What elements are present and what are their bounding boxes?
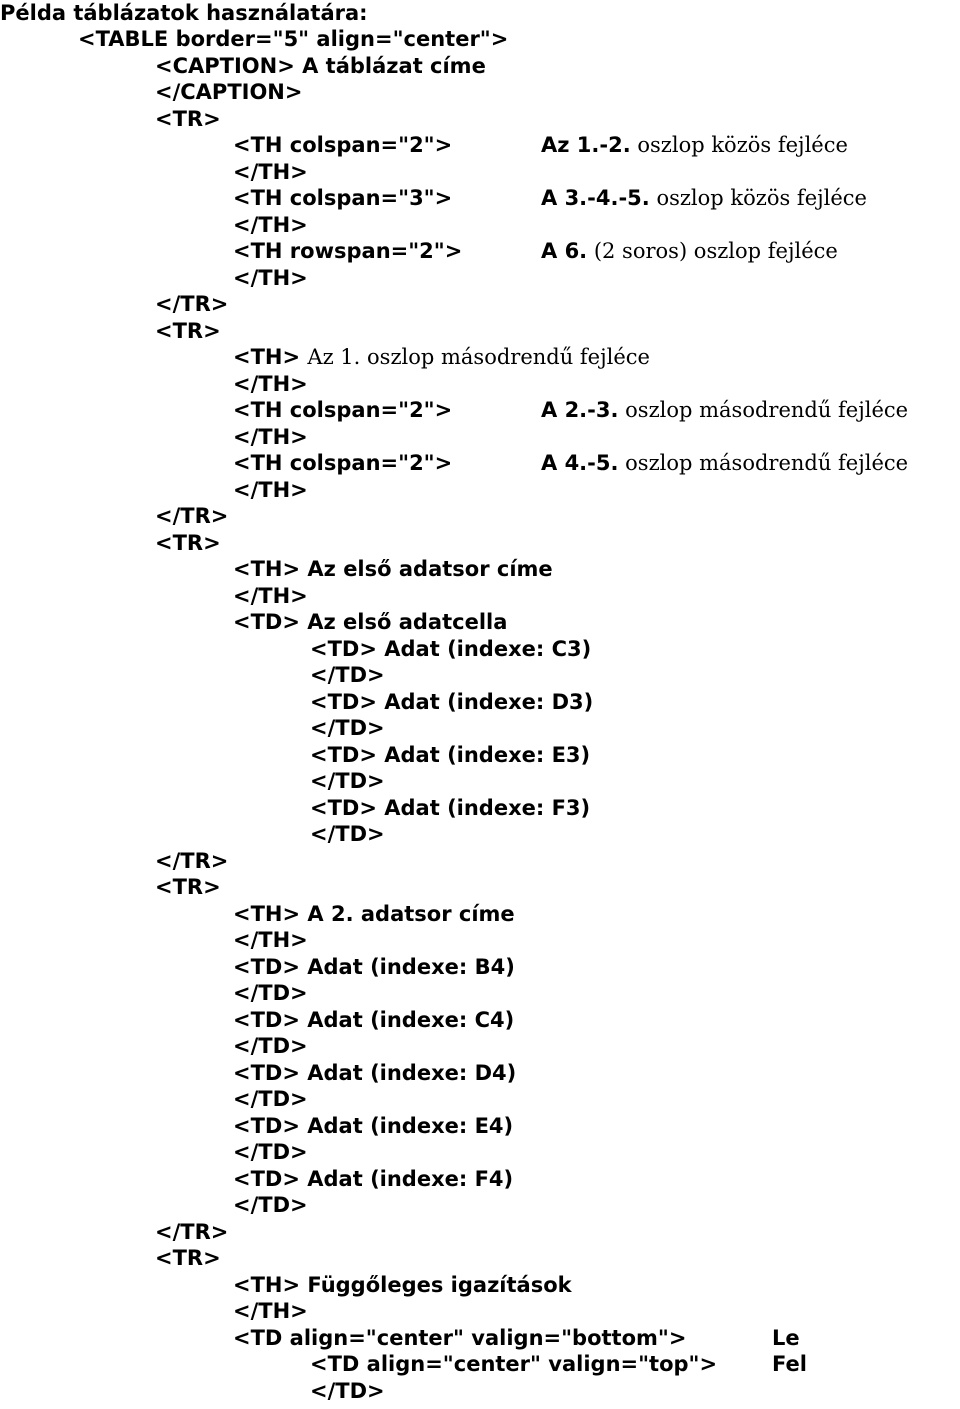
code-line-td-close-7: </TD> xyxy=(233,1087,308,1111)
code-line-td-close-8: </TD> xyxy=(233,1140,308,1164)
code-line-th-colspan-2b: <TH colspan="2"> xyxy=(233,398,453,422)
annotation-header-1-2 xyxy=(541,132,848,158)
annotation-top: Fel xyxy=(772,1352,807,1376)
code-line-th-row-3: <TH> Függőleges igazítások xyxy=(233,1273,572,1297)
code-line-tr-open-1: <TR> xyxy=(155,107,221,131)
code-line-td-close-4: </TD> xyxy=(310,822,385,846)
code-line-th-close-8: </TH> xyxy=(233,928,308,952)
code-line-td-f4: <TD> Adat (indexe: F4) xyxy=(233,1167,514,1191)
code-line-tr-open-5: <TR> xyxy=(155,1246,221,1270)
code-line-th-close-4: </TH> xyxy=(233,372,308,396)
code-line-td-close-9: </TD> xyxy=(233,1193,308,1217)
annotation-sub-4-5: A 4.-5. oszlop másodrendű fejléce xyxy=(541,451,909,475)
code-line-th-colspan-2c: <TH colspan="2"> xyxy=(233,451,453,475)
code-line-td-close-3: </TD> xyxy=(310,769,385,793)
code-line-th-close-1: </TH> xyxy=(233,160,308,184)
code-line-td-f3: <TD> Adat (indexe: F3) xyxy=(310,796,591,820)
code-line-th-close-6: </TH> xyxy=(233,478,308,502)
code-line-th-close-3: </TH> xyxy=(233,266,308,290)
code-line-caption-close: </CAPTION> xyxy=(155,80,303,104)
code-line-th-rowspan-2: <TH rowspan="2"> xyxy=(233,239,463,263)
code-line-th-colspan-3: <TH colspan="3"> xyxy=(233,186,453,210)
document-title: Példa táblázatok használatára: xyxy=(0,1,368,25)
code-line-td-close-2: </TD> xyxy=(310,716,385,740)
code-line-td-close-1: </TD> xyxy=(310,663,385,687)
code-line-table: <TABLE border="5" align="center"> xyxy=(78,27,509,51)
annotation-header-1-2-text: Az 1.-2. oszlop közös fejléce xyxy=(541,133,848,157)
code-line-th-sub-1 xyxy=(233,344,650,370)
code-line-tr-close-3: </TR> xyxy=(155,849,229,873)
code-line-td-b4: <TD> Adat (indexe: B4) xyxy=(233,955,515,979)
code-line-th-row-2: <TH> A 2. adatsor címe xyxy=(233,902,515,926)
code-line-th-close-9: </TH> xyxy=(233,1299,308,1323)
code-line-th-sub-1-tag: <TH> xyxy=(233,345,301,369)
code-line-td-valign-bottom: <TD align="center" valign="bottom"> xyxy=(233,1326,687,1350)
annotation-header-3-5: A 3.-4.-5. oszlop közös fejléce xyxy=(541,186,867,210)
code-line-tr-open-2: <TR> xyxy=(155,319,221,343)
code-line-caption: <CAPTION> A táblázat címe xyxy=(155,54,486,78)
code-line-th-close-5: </TH> xyxy=(233,425,308,449)
code-line-th-colspan-2a: <TH colspan="2"> xyxy=(233,133,453,157)
code-line-tr-open-4: <TR> xyxy=(155,875,221,899)
code-line-td-c4: <TD> Adat (indexe: C4) xyxy=(233,1008,515,1032)
code-line-tr-close-4: </TR> xyxy=(155,1220,229,1244)
code-line-tr-close-2: </TR> xyxy=(155,504,229,528)
code-line-td-d4: <TD> Adat (indexe: D4) xyxy=(233,1061,517,1085)
code-line-tr-close-1: </TR> xyxy=(155,292,229,316)
code-line-td-e3: <TD> Adat (indexe: E3) xyxy=(310,743,591,767)
code-line-td-first: <TD> Az első adatcella xyxy=(233,610,508,634)
code-line-td-close-6: </TD> xyxy=(233,1034,308,1058)
annotation-sub-1: Az 1. oszlop másodrendű fejléce xyxy=(307,345,650,369)
annotation-sub-2-3: A 2.-3. oszlop másodrendű fejléce xyxy=(541,398,909,422)
code-line-th-close-2: </TH> xyxy=(233,213,308,237)
code-line-td-close-5: </TD> xyxy=(233,981,308,1005)
annotation-header-6: A 6. (2 soros) oszlop fejléce xyxy=(541,239,838,263)
code-line-tr-open-3: <TR> xyxy=(155,531,221,555)
code-line-td-e4: <TD> Adat (indexe: E4) xyxy=(233,1114,514,1138)
code-line-td-c3: <TD> Adat (indexe: C3) xyxy=(310,637,592,661)
annotation-bottom: Le xyxy=(772,1326,800,1350)
code-line-th-close-7: </TH> xyxy=(233,584,308,608)
code-line-td-close-10: </TD> xyxy=(310,1379,385,1403)
code-line-td-d3: <TD> Adat (indexe: D3) xyxy=(310,690,594,714)
code-line-td-valign-top: <TD align="center" valign="top"> xyxy=(310,1352,718,1376)
code-line-th-row-1: <TH> Az első adatsor címe xyxy=(233,557,553,581)
